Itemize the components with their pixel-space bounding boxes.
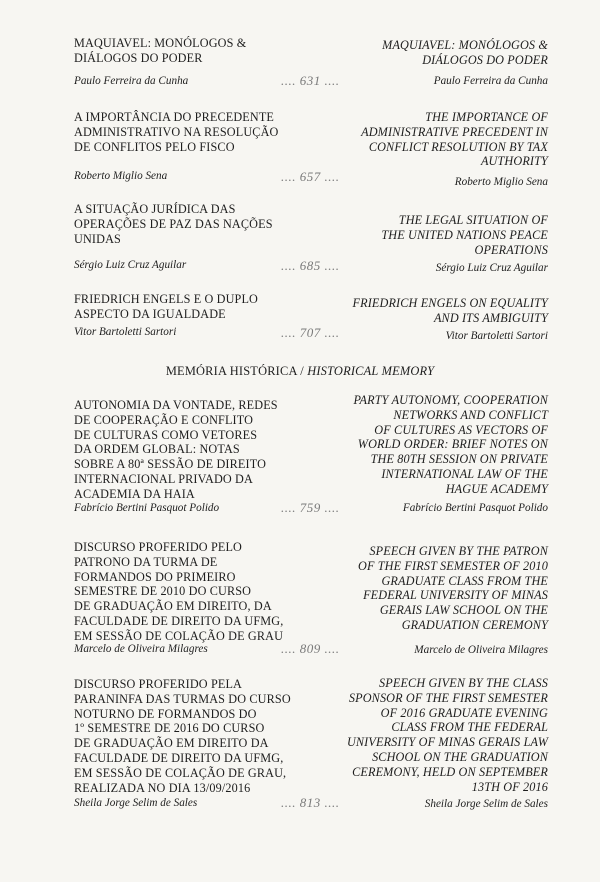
entry-author-en: Roberto Miglio Sena bbox=[454, 176, 548, 188]
entry-author-pt: Vitor Bartoletti Sartori bbox=[74, 326, 177, 338]
entry-title-pt: A IMPORTÂNCIA DO PRECEDENTE ADMINISTRATIVO NA RESOLUÇÃO DE CONFLITOS PELO FISCO bbox=[74, 110, 279, 154]
entry-author-en: Vitor Bartoletti Sartori bbox=[445, 330, 548, 342]
entry-title-pt: MAQUIAVEL: MONÓLOGOS & DIÁLOGOS DO PODER bbox=[74, 36, 247, 65]
entry-author-en: Fabrício Bertini Pasquot Polido bbox=[402, 502, 548, 514]
entry-title-pt: A SITUAÇÃO JURÍDICA DAS OPERAÇÕES DE PAZ DAS NAÇÕES UNIDAS bbox=[74, 202, 273, 246]
section-heading bbox=[0, 364, 600, 379]
entry-author-pt: Marcelo de Oliveira Milagres bbox=[74, 643, 208, 655]
entry-author-pt: Fabrício Bertini Pasquot Polido bbox=[74, 502, 220, 514]
entry-page-number: .... 685 .... bbox=[281, 258, 340, 273]
entry-title-en: THE LEGAL SITUATION OF THE UNITED NATIONS PEACE OPERATIONS bbox=[381, 213, 548, 257]
section-heading-en: HISTORICAL MEMORY bbox=[307, 364, 435, 378]
entry-author-pt: Sérgio Luiz Cruz Aguilar bbox=[74, 259, 187, 271]
entry-author-pt: Roberto Miglio Sena bbox=[74, 170, 168, 182]
entry-page-number: .... 631 .... bbox=[281, 73, 340, 88]
section-heading-separator: / bbox=[296, 364, 308, 378]
entry-author-en: Marcelo de Oliveira Milagres bbox=[414, 644, 548, 656]
entry-title-en: SPEECH GIVEN BY THE PATRON OF THE FIRST SEMESTER OF 2010 GRADUATE CLASS FROM THE FEDERAL UNIVERSITY OF MINAS GERAIS LAW SCHOOL ON THE GRADUATION CEREMONY bbox=[358, 544, 548, 632]
entry-page-number: .... 813 .... bbox=[281, 795, 340, 810]
entry-author-en: Sheila Jorge Selim de Sales bbox=[424, 798, 548, 810]
entry-page-number: .... 657 .... bbox=[281, 169, 340, 184]
section-heading-pt: MEMÓRIA HISTÓRICA bbox=[165, 364, 297, 378]
entry-author-pt: Sheila Jorge Selim de Sales bbox=[74, 797, 198, 809]
entry-author-en: Paulo Ferreira da Cunha bbox=[433, 75, 548, 87]
entry-page-number: .... 707 .... bbox=[281, 325, 340, 340]
entry-title-en: FRIEDRICH ENGELS ON EQUALITY AND ITS AMBIGUITY bbox=[352, 296, 548, 325]
entry-page-number: .... 759 .... bbox=[281, 500, 340, 515]
entry-author-en: Sérgio Luiz Cruz Aguilar bbox=[435, 262, 548, 274]
entry-title-en: THE IMPORTANCE OF ADMINISTRATIVE PRECEDENT IN CONFLICT RESOLUTION BY TAX AUTHORITY bbox=[361, 110, 548, 169]
entry-title-pt: AUTONOMIA DA VONTADE, REDES DE COOPERAÇÃO E CONFLITO DE CULTURAS COMO VETORES DA ORDEM GLOBAL: NOTAS SOBRE A 80ª SESSÃO DE DIREITO INTERNACIONAL PRIVADO DA ACADEMIA DA HAIA bbox=[74, 398, 278, 501]
entry-title-pt: DISCURSO PROFERIDO PELO PATRONO DA TURMA DE FORMANDOS DO PRIMEIRO SEMESTRE DE 2010 DO CURSO DE GRADUAÇÃO EM DIREITO, DA FACULDADE DE DIREITO DA UFMG, EM SESSÃO DE COLAÇÃO DE GRAU bbox=[74, 540, 284, 643]
entry-author-pt: Paulo Ferreira da Cunha bbox=[74, 75, 189, 87]
entry-title-pt: FRIEDRICH ENGELS E O DUPLO ASPECTO DA IGUALDADE bbox=[74, 292, 259, 321]
entry-title-pt: DISCURSO PROFERIDO PELA PARANINFA DAS TURMAS DO CURSO NOTURNO DE FORMANDOS DO 1º SEMESTRE DE 2016 DO CURSO DE GRADUAÇÃO EM DIREITO DA FACULDADE DE DIREITO DA UFMG, EM SESSÃO DE COLAÇÃO DE GRAU, REALIZADA NO DIA 13/09/2016 bbox=[74, 677, 291, 795]
entry-page-number: .... 809 .... bbox=[281, 641, 340, 656]
entry-title-en: SPEECH GIVEN BY THE CLASS SPONSOR OF THE FIRST SEMESTER OF 2016 GRADUATE EVENING CLASS FROM THE FEDERAL UNIVERSITY OF MINAS GERAIS LAW SCHOOL ON THE GRADUATION CEREMONY, HELD ON SEPTEMBER 13TH OF 2016 bbox=[346, 676, 548, 794]
entry-title-en: MAQUIAVEL: MONÓLOGOS & DIÁLOGOS DO PODER bbox=[382, 38, 548, 67]
entry-title-en: PARTY AUTONOMY, COOPERATION NETWORKS AND CONFLICT OF CULTURES AS VECTORS OF WORLD ORDER: BRIEF NOTES ON THE 80TH SESSION ON PRIVATE INTERNATIONAL LAW OF THE HAGUE ACADEMY bbox=[353, 393, 548, 496]
